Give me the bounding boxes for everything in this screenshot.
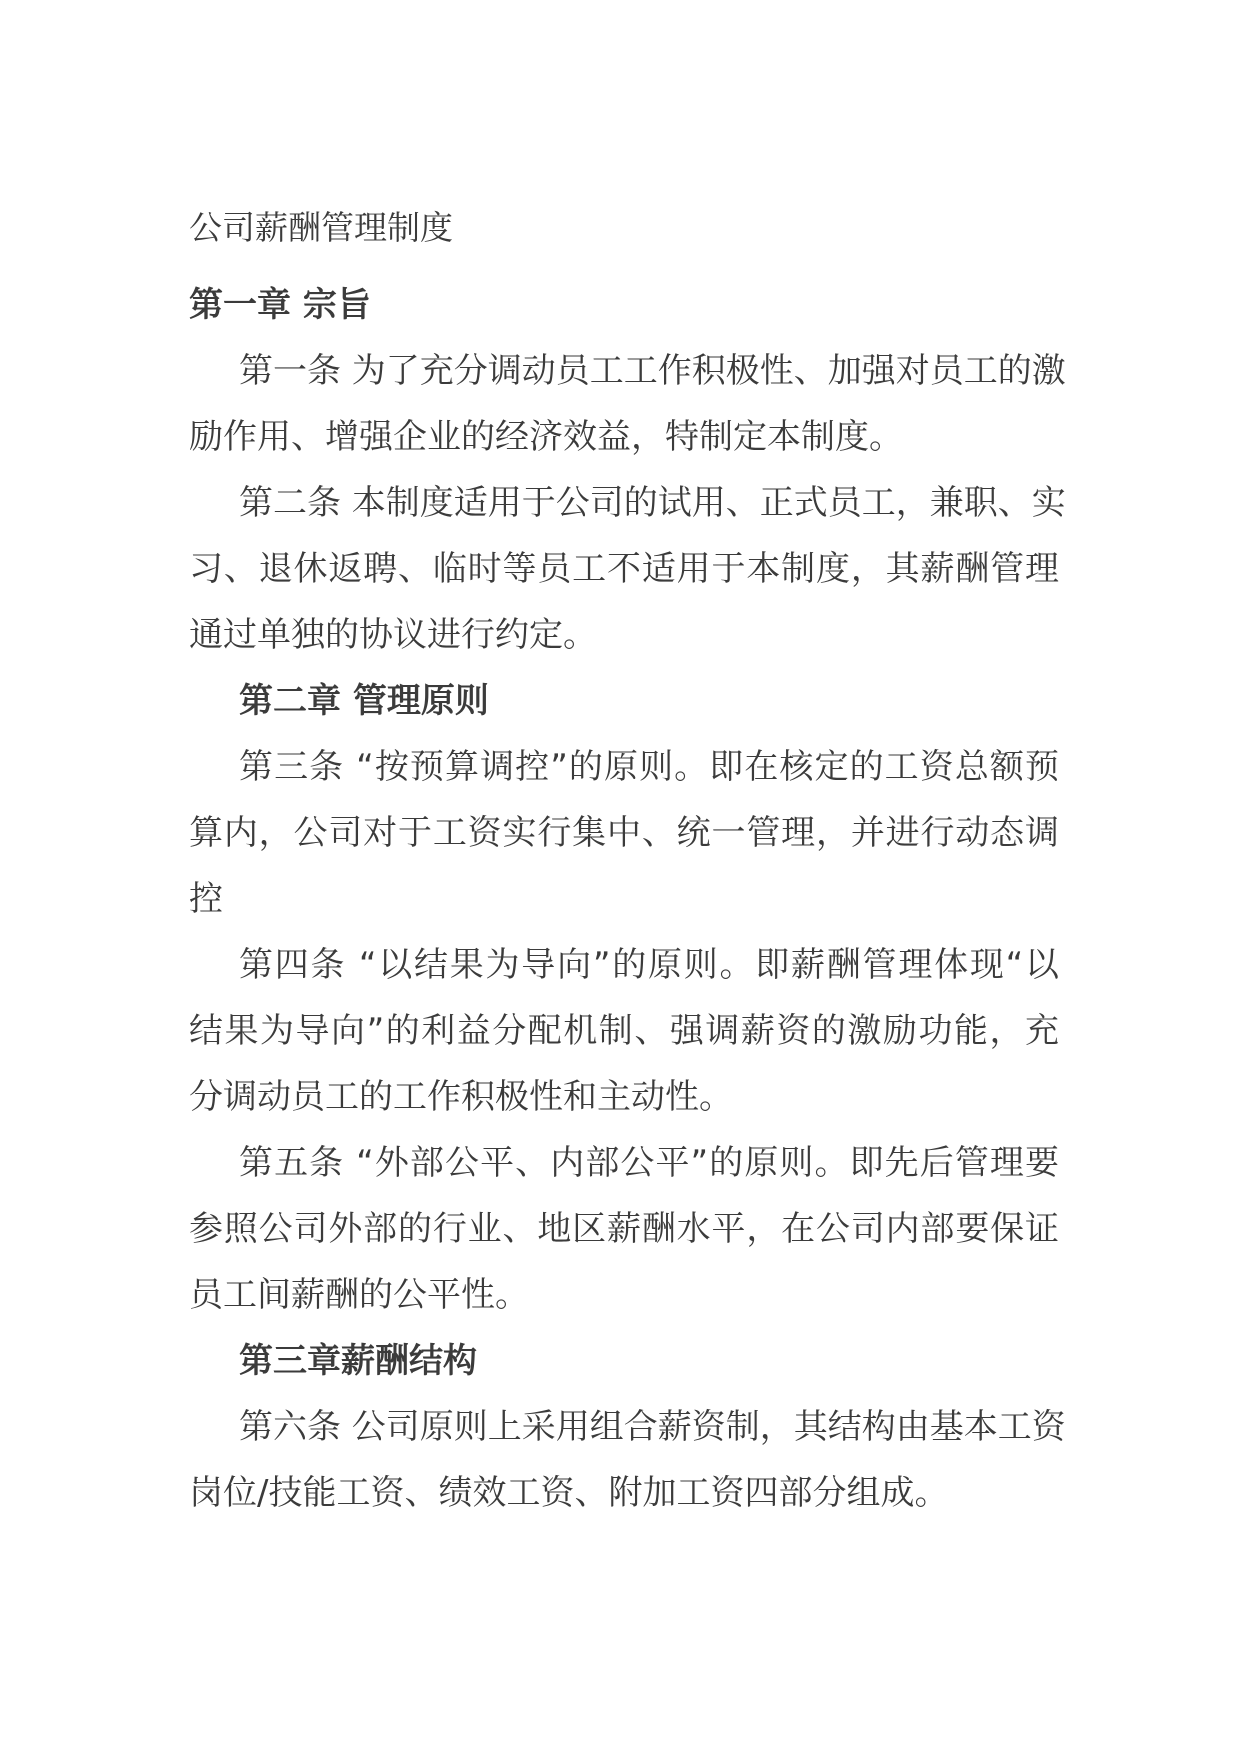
chapter-heading: 第三章薪酬结构: [239, 1341, 477, 1381]
article-line: 励作用、增强企业的经济效益，特制定本制度。: [189, 417, 903, 457]
article-line: 参照公司外部的行业、地区薪酬水平，在公司内部要保证: [189, 1209, 1059, 1249]
article-line: 第三条 “按预算调控”的原则。即在核定的工资总额预: [239, 747, 1059, 787]
article-line: 第四条 “以结果为导向”的原则。即薪酬管理体现“以: [239, 945, 1059, 985]
article-line: 第一条 为了充分调动员工工作积极性、加强对员工的激: [239, 351, 1066, 391]
chapter-heading: 第一章 宗旨: [189, 285, 371, 325]
article-line: 第六条 公司原则上采用组合薪资制，其结构由基本工资: [239, 1407, 1066, 1447]
article-line: 分调动员工的工作积极性和主动性。: [189, 1077, 733, 1117]
article-line: 习、退休返聘、临时等员工不适用于本制度，其薪酬管理: [189, 549, 1059, 589]
chapter-heading: 第二章 管理原则: [239, 681, 489, 721]
article-line: 控: [189, 879, 223, 919]
article-line: 通过单独的协议进行约定。: [189, 615, 597, 655]
article-line: 算内，公司对于工资实行集中、统一管理，并进行动态调: [189, 813, 1059, 853]
article-line: 岗位/技能工资、绩效工资、附加工资四部分组成。: [189, 1473, 949, 1513]
article-line: 员工间薪酬的公平性。: [189, 1275, 529, 1315]
document-body: [189, 272, 1066, 1526]
document-title: 公司薪酬管理制度: [189, 208, 453, 247]
document-page: [189, 206, 1066, 1526]
article-line: 结果为导向”的利益分配机制、强调薪资的激励功能，充: [189, 1011, 1059, 1051]
article-line: 第二条 本制度适用于公司的试用、正式员工，兼职、实: [239, 483, 1066, 523]
article-line: 第五条 “外部公平、内部公平”的原则。即先后管理要: [239, 1143, 1059, 1183]
